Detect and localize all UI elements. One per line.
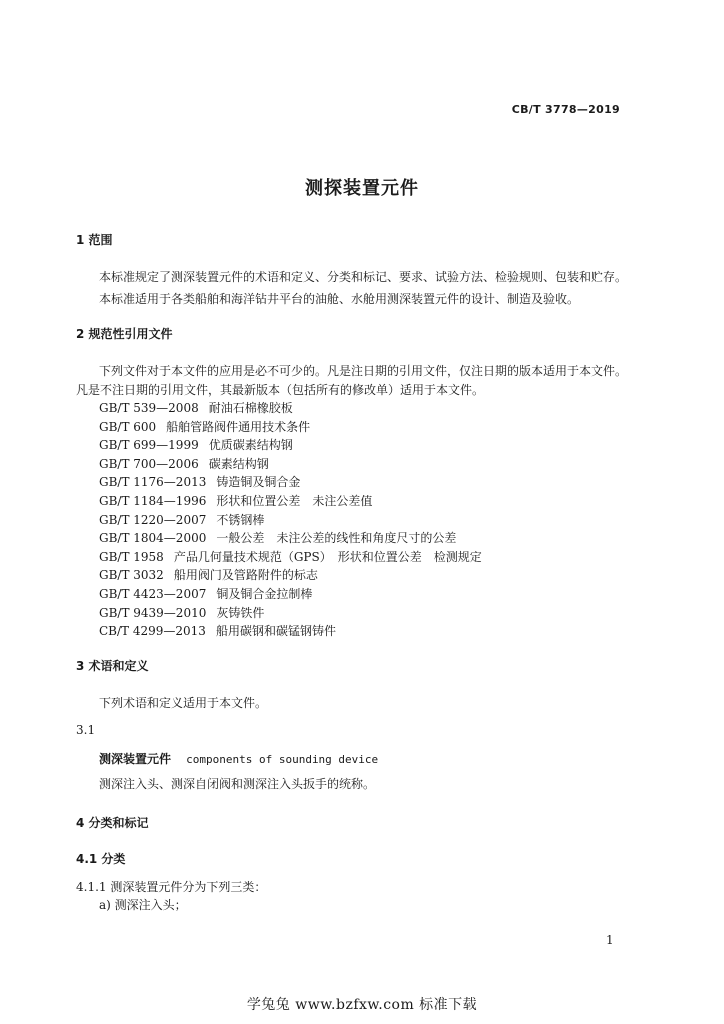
reference-title: 不锈钢棒 [216,512,265,527]
reference-title: 碳素结构钢 [208,456,269,471]
section-2-heading: 2 规范性引用文件 [76,327,173,341]
document-title: 测探装置元件 [305,178,419,199]
reference-code: GB/T 1804—2000 [99,531,207,546]
section-3-heading: 3 术语和定义 [76,659,149,673]
reference-code: GB/T 1220—2007 [99,512,207,527]
section-3-intro: 下列术语和定义适用于本文件。 [99,696,268,710]
section-1-para-1: 本标准规定了测深装置元件的术语和定义、分类和标记、要求、试验方法、检验规则、包装和贮存。 [99,270,628,284]
reference-title: 一般公差 未注公差的线性和角度尺寸的公差 [216,531,457,546]
reference-code: GB/T 700—2006 [99,456,199,471]
term-cn: 测深装置元件 [99,752,172,766]
footer-watermark: 学兔兔 www.bzfxw.com 标准下载 [246,997,478,1013]
reference-code: GB/T 539—2008 [99,401,199,415]
term-number: 3.1 [76,723,96,737]
reference-title: 船舶管路阀件通用技术条件 [166,419,311,434]
section-1-para-2: 本标准适用于各类船舶和海洋钻井平台的油舱、水舱用测深装置元件的设计、制造及验收。 [99,292,580,306]
reference-item [99,473,300,490]
reference-title: 灰铸铁件 [216,605,265,620]
page-number: 1 [606,933,614,947]
reference-code: GB/T 600 [99,419,157,434]
reference-title: 优质碳素结构钢 [208,438,293,453]
reference-title: 耐油石棉橡胶板 [208,401,293,415]
reference-title: 船用碳钢和碳锰钢铸件 [215,624,336,639]
section-2-intro-1: 下列文件对于本文件的应用是必不可少的。凡是注日期的引用文件，仅注日期的版本适用于本文件。 [99,364,628,378]
reference-title: 产品几何量技术规范（GPS） 形状和位置公差 检测规定 [173,549,482,564]
reference-code: GB/T 1184—1996 [99,494,207,508]
reference-item [99,436,293,453]
reference-title: 铸造铜及铜合金 [216,475,301,490]
reference-code: GB/T 699—1999 [99,438,199,453]
section-2-intro-2: 凡是不注日期的引用文件，其最新版本（包括所有的修改单）适用于本文件。 [76,383,485,397]
term-definition: 测深注入头、测深自闭阀和测深注入头扳手的统称。 [99,777,376,791]
reference-title: 船用阀门及管路附件的标志 [173,568,318,583]
section-4-1-1: 4.1.1 测深装置元件分为下列三类： [76,880,267,894]
reference-item [99,399,293,416]
standard-code: CB/T 3778—2019 [511,103,620,116]
term-en: components of sounding device [186,753,379,766]
reference-code: GB/T 1958 [99,549,164,564]
reference-code: GB/T 9439—2010 [99,605,207,620]
reference-item [99,418,310,435]
reference-item [99,622,336,639]
section-4-heading: 4 分类和标记 [76,816,149,830]
list-item-a: a) 测深注入头； [99,898,187,912]
section-4-1-heading: 4.1 分类 [76,852,126,866]
reference-code: GB/T 4423—2007 [99,587,207,601]
reference-item [99,566,318,583]
reference-item [99,455,269,472]
reference-code: CB/T 4299—2013 [99,624,206,639]
reference-code: GB/T 3032 [99,568,164,583]
reference-item [99,511,264,528]
reference-item [99,529,456,546]
reference-title: 铜及铜合金拉制棒 [216,587,313,601]
reference-item [99,492,372,509]
reference-item [99,585,312,602]
term-heading [99,748,378,767]
reference-code: GB/T 1176—2013 [99,475,207,490]
reference-item [99,604,264,621]
reference-item [99,548,482,565]
section-1-heading: 1 范围 [76,233,113,247]
reference-title: 形状和位置公差 未注公差值 [216,494,373,508]
